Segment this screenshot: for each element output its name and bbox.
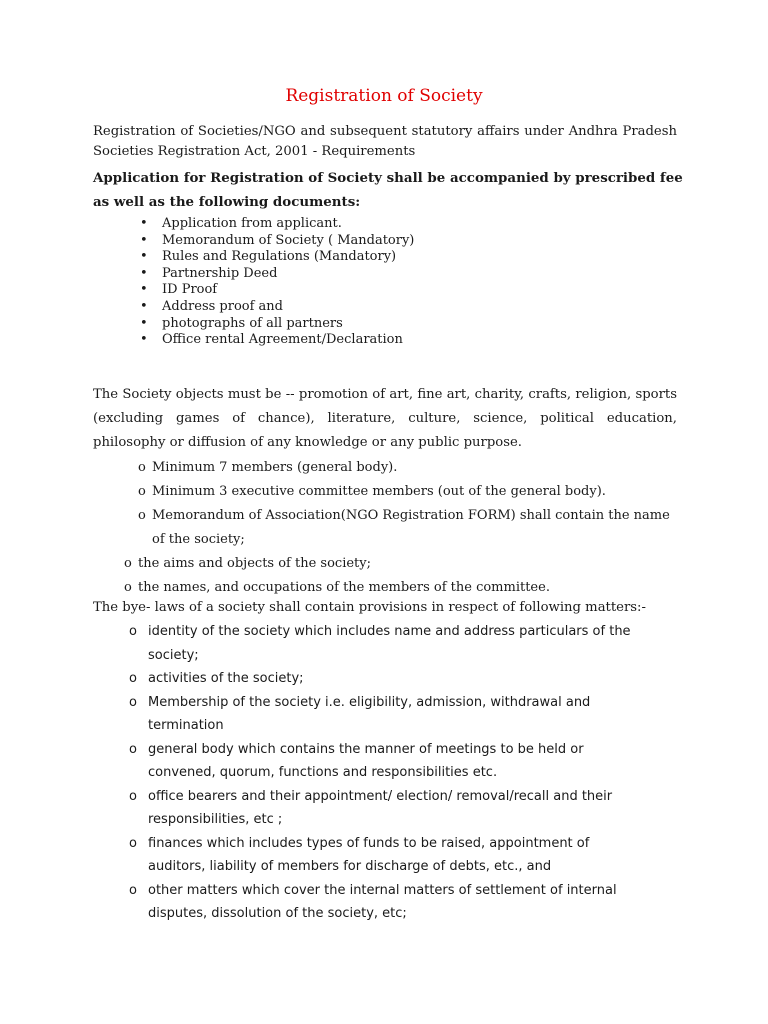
list-item: • Application from applicant. bbox=[140, 216, 414, 233]
member-requirements-list bbox=[138, 456, 678, 600]
page-title: Registration of Society bbox=[285, 86, 483, 106]
bye-laws-intro: The bye- laws of a society shall contain provisions in respect of following matters:- bbox=[93, 600, 646, 615]
list-item: • Memorandum of Society ( Mandatory) bbox=[140, 233, 414, 250]
list-item: o Minimum 3 executive committee members (out of the general body). bbox=[138, 480, 678, 504]
list-item: • Address proof and bbox=[140, 299, 414, 316]
list-item: o Membership of the society i.e. eligibility, admission, withdrawal and termination bbox=[129, 691, 649, 738]
required-documents-list bbox=[140, 216, 414, 349]
list-item: o the aims and objects of the society; bbox=[124, 552, 678, 576]
list-item: o Memorandum of Association(NGO Registration FORM) shall contain the name of the society; bbox=[138, 504, 678, 552]
list-item: • ID Proof bbox=[140, 282, 414, 299]
bye-law-matters-list bbox=[129, 620, 649, 926]
list-item: o finances which includes types of funds to be raised, appointment of auditors, liability of members for discharge of debts, etc., and bbox=[129, 832, 649, 879]
list-item: • Partnership Deed bbox=[140, 266, 414, 283]
list-item: o Minimum 7 members (general body). bbox=[138, 456, 678, 480]
list-item: o activities of the society; bbox=[129, 667, 649, 691]
list-item: o other matters which cover the internal matters of settlement of internal disputes, dissolution of the society, etc; bbox=[129, 879, 649, 926]
society-objects-paragraph: The Society objects must be -- promotion of art, fine art, charity, crafts, religion, sports (excluding games of chance), literature, culture, science, political education, philosophy or diffusion of any knowledge or any public purpose. bbox=[93, 387, 677, 450]
list-item: o identity of the society which includes name and address particulars of the society; bbox=[129, 620, 649, 667]
list-item: o the names, and occupations of the members of the committee. bbox=[124, 576, 678, 600]
application-heading: Application for Registration of Society shall be accompanied by prescribed fee as well as the following documents: bbox=[93, 170, 683, 210]
list-item: o office bearers and their appointment/ election/ removal/recall and their responsibilities, etc ; bbox=[129, 785, 649, 832]
list-item: • Office rental Agreement/Declaration bbox=[140, 332, 414, 349]
list-item: • photographs of all partners bbox=[140, 316, 414, 333]
list-item: o general body which contains the manner of meetings to be held or convened, quorum, functions and responsibilities etc. bbox=[129, 738, 649, 785]
list-item: • Rules and Regulations (Mandatory) bbox=[140, 249, 414, 266]
intro-paragraph: Registration of Societies/NGO and subsequent statutory affairs under Andhra Pradesh Societies Registration Act, 2001 - Requirements bbox=[93, 124, 677, 159]
